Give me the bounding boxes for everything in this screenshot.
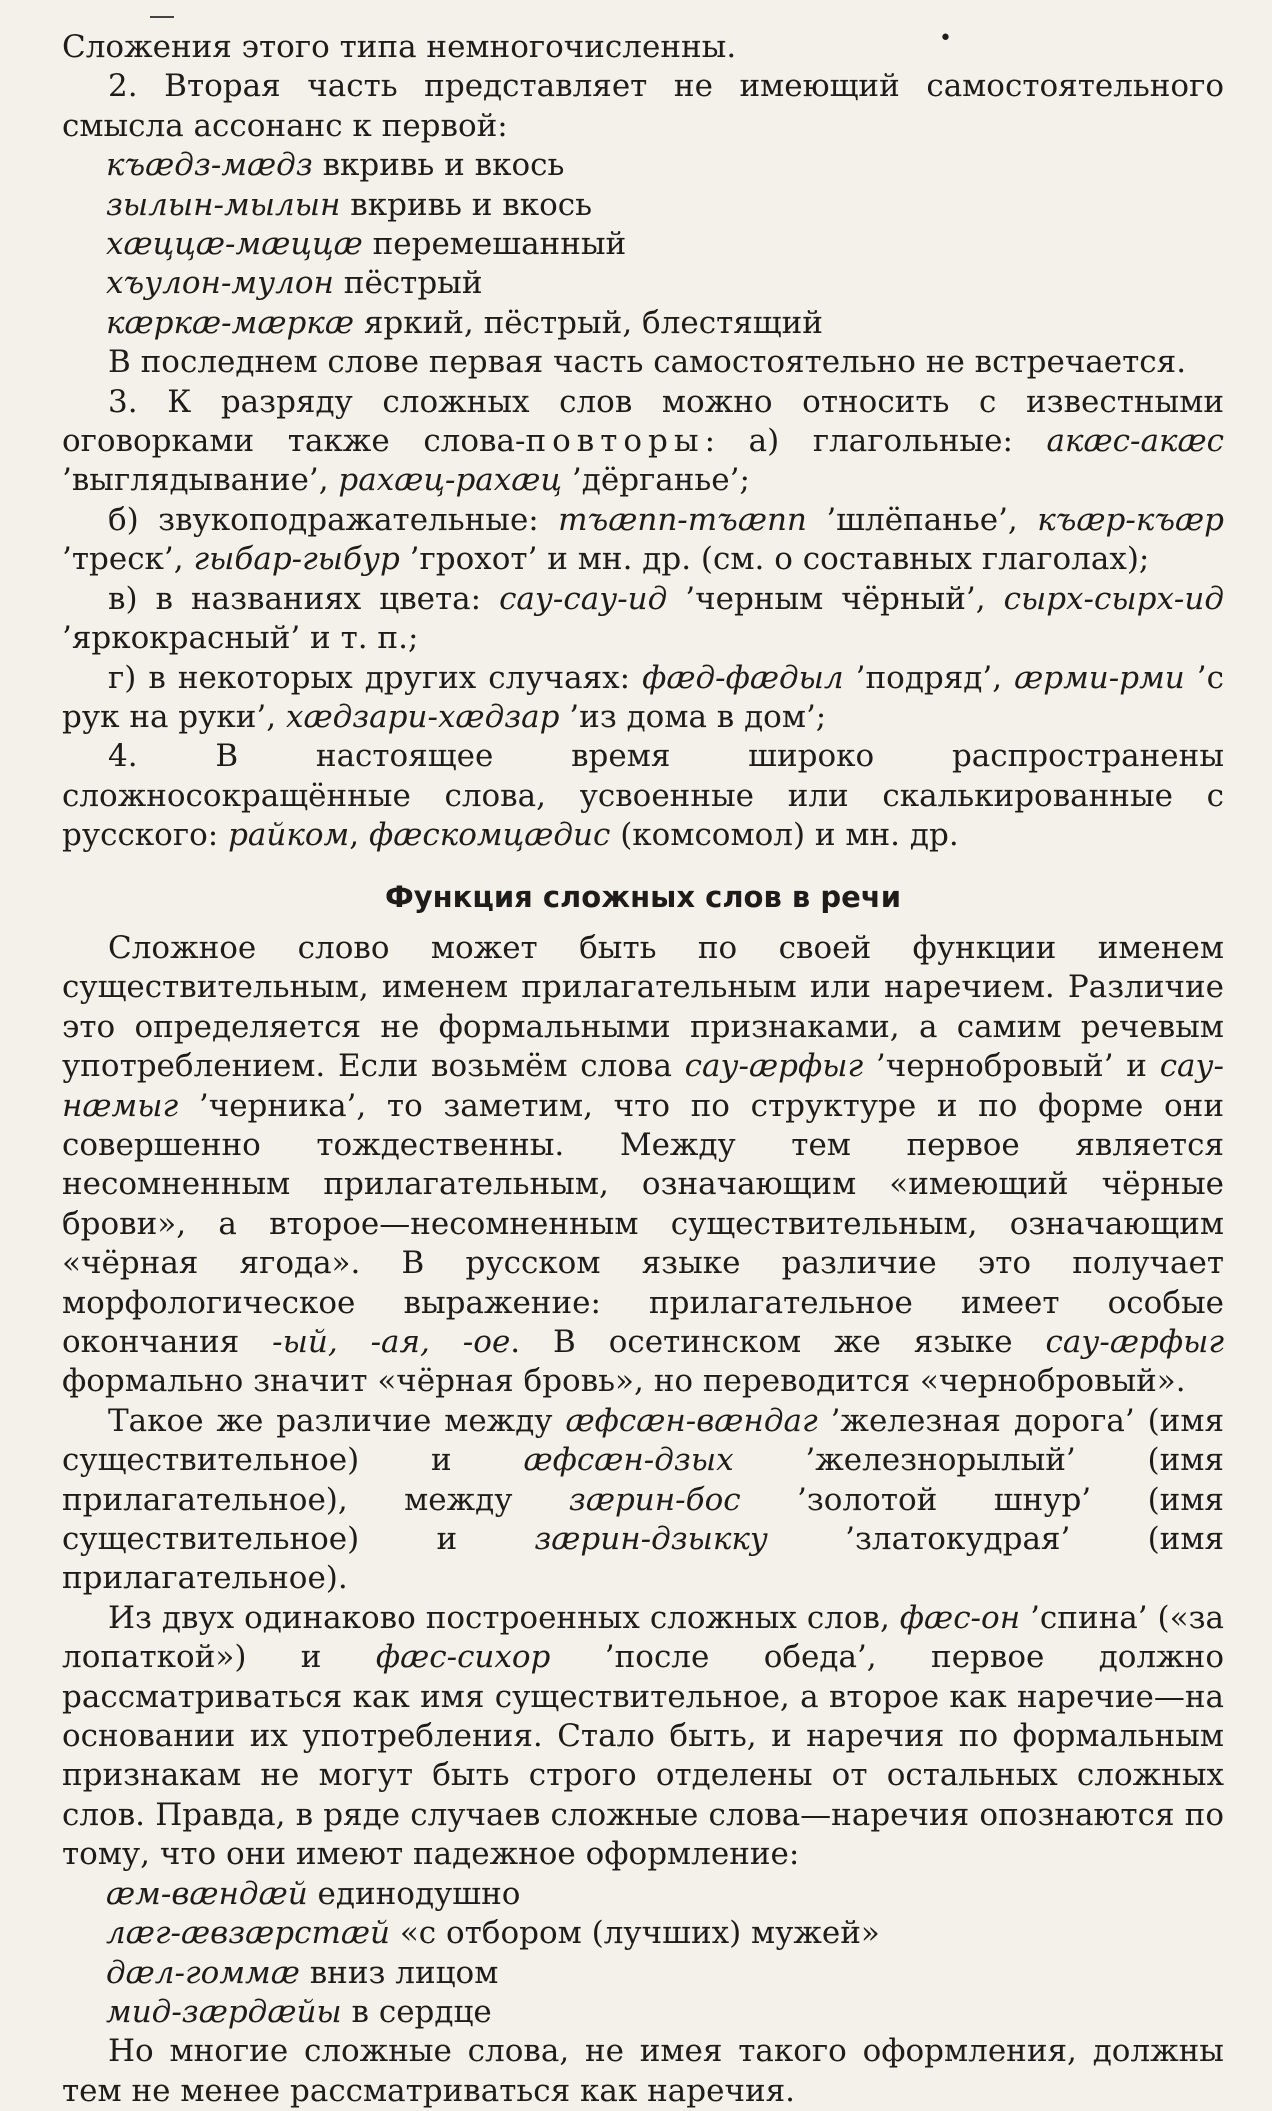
item-3c-text: ’яркокрасный’ и т. п.; <box>62 620 419 657</box>
assonance-examples <box>62 146 1224 343</box>
example-word: мид-зæрдæйы <box>106 1993 342 2030</box>
example-word: сырх-сырх-ид <box>1003 580 1225 617</box>
paragraph-text: ’золотой шнур’ (имя существительное) и <box>62 1481 1224 1558</box>
example-line <box>62 1875 1224 1914</box>
paragraph-text: ’спина’ («за лопаткой») и <box>62 1599 1224 1676</box>
item-3-paragraph <box>62 383 1224 501</box>
example-word: къæдз-мæдз <box>106 147 313 184</box>
item-3c-text: ’черным чёрный’, <box>667 580 1004 617</box>
example-line <box>62 1914 1224 1953</box>
example-meaning: вниз лицом <box>309 1954 499 1991</box>
example-line <box>62 225 1224 264</box>
item-4-paragraph <box>62 737 1224 855</box>
item-4-text: , <box>349 817 369 854</box>
example-word: фæс-он <box>899 1599 1021 1636</box>
item-3b-text: ’шлёпанье’, <box>806 501 1038 538</box>
example-line <box>62 1993 1224 2032</box>
note-sentence: В последнем слове первая часть самостоятельно не встречается. <box>108 344 1187 381</box>
example-word: сау-æрфыг <box>684 1048 864 1085</box>
paragraph-text: Из двух одинаково построенных сложных слов, <box>108 1599 900 1636</box>
example-word: фæс-сихор <box>375 1639 551 1676</box>
final-paragraph: Но многие сложные слова, не имея такого оформления, должны тем не менее рассматриваться как наречия. <box>62 2033 1224 2109</box>
item-3c-paragraph <box>62 580 1224 659</box>
function-paragraph-2 <box>62 1402 1224 1599</box>
paragraph-text: . В осетинском же языке <box>510 1324 1046 1360</box>
paragraph-text: ’златокудрая’ (имя прилагательное). <box>62 1521 1224 1597</box>
item-3d-text: ’с рук на руки’, <box>62 659 1224 735</box>
example-word: сау-нæмыг <box>62 1048 1224 1124</box>
example-word: акæс-акæс <box>1046 423 1224 460</box>
example-word: рахæц-рахæц <box>338 462 563 499</box>
example-word: зæрин-бос <box>568 1481 741 1518</box>
example-word: фæскомцæдис <box>368 817 611 854</box>
paragraph-text: ’черника’, то заметим, что по структуре и по форме они совершенно тождественны. Между тем первое является несомненным прилагательным, означающим «имеющий чёрные брови», а второе—несомненным существительным, означающим «чёрная ягода». В русском языке различие это получает морфологическое выражение: прилагательное имеет особые окончания <box>62 1087 1224 1360</box>
example-word: фæд-фæдыл <box>642 659 844 696</box>
item-3b-text: ’треск’, <box>62 541 194 578</box>
item-4-text: (комсомол) и мн. др. <box>610 817 959 854</box>
function-paragraph-1 <box>62 929 1224 1402</box>
example-word: зæрин-дзыкку <box>534 1521 768 1558</box>
example-word: æм-вæндæй <box>106 1875 308 1912</box>
item-4-text: 4. В настоящее время широко распространены сложносокращённые слова, усвоенные или скалькированные с русского: <box>62 738 1224 854</box>
example-word: æфсæн-дзых <box>523 1442 734 1479</box>
item-3d-text: г) в некоторых других случаях: <box>108 659 643 696</box>
example-line <box>62 304 1224 343</box>
top-dash-mark <box>150 16 174 18</box>
example-meaning: «с отбором (лучших) мужей» <box>399 1915 880 1952</box>
paragraph-text: Такое же различие между <box>108 1402 566 1439</box>
example-meaning: единодушно <box>317 1875 521 1912</box>
example-word: райком <box>228 817 350 854</box>
top-dot-mark: • <box>939 26 952 51</box>
example-meaning: в сердце <box>351 1993 492 2030</box>
example-word: гыбар-гыбур <box>193 541 400 578</box>
item-3b-text: б) звукоподражательные: <box>108 501 559 538</box>
item-3c-text: в) в названиях цвета: <box>108 580 500 617</box>
example-word: -ый, -ая, -ое <box>272 1324 511 1360</box>
spaced-term: повторы <box>525 423 705 460</box>
example-line <box>62 1954 1224 1993</box>
item-3-text: : а) глагольные: <box>704 423 1047 460</box>
example-word: сау-сау-ид <box>499 580 668 617</box>
example-word: тъæпп-тъæпп <box>558 501 807 538</box>
example-word: сау-æрфыг <box>1045 1324 1224 1360</box>
example-meaning: яркий, пёстрый, блестящий <box>363 304 823 341</box>
example-line <box>62 146 1224 185</box>
item-3-text: 3. К разряду сложных слов можно относить с известными оговорками также слова- <box>62 383 1224 460</box>
function-paragraph-3 <box>62 1599 1224 1875</box>
adverb-examples <box>62 1875 1224 2033</box>
example-word: кæркæ-мæркæ <box>106 304 354 341</box>
document-body <box>62 28 1224 2111</box>
paragraph-text: ’после обеда’, первое должно рассматриваться как имя существительное, а второе как наречие—на основании их употребления. Стало быть, и наречия по формальным признакам не могут быть строго отделены от остальных сложных слов. Правда, в ряде случаев сложные слова—наречия опознаются по тому, что они имеют падежное оформление: <box>62 1639 1225 1873</box>
example-line <box>62 186 1224 225</box>
example-meaning: вкривь и вкось <box>322 147 565 184</box>
example-word: æфсæн-вæндаг <box>565 1402 818 1439</box>
item-3b-paragraph <box>62 501 1224 580</box>
example-word: хæццæ-мæццæ <box>106 226 363 263</box>
item-3-text: ’выглядывание’, <box>62 462 339 499</box>
item-3b-text: ’грохот’ и мн. др. (см. о составных глаголах); <box>399 541 1150 578</box>
item-3-text: ’дёрганье’; <box>562 462 750 499</box>
item-3d-text: ’подряд’, <box>843 659 1015 696</box>
intro-sentence: Сложения этого типа немногочисленны. <box>62 29 737 65</box>
example-word: зылын-мылын <box>106 186 341 223</box>
example-word: къæр-къæр <box>1037 501 1224 538</box>
paragraph-text: Сложное слово может быть по своей функции именем существительным, именем прилагательным или наречием. Различие это определяется не формальными признаками, а самим речевым употреблением. Если возьмём слова <box>62 929 1224 1085</box>
paragraph-text: ’чернобровый’ и <box>863 1048 1160 1085</box>
section-heading: Функция сложных слов в речи <box>384 879 902 914</box>
item-3d-paragraph <box>62 659 1224 738</box>
example-meaning: вкривь и вкось <box>350 186 593 223</box>
paragraph-text: ’железная дорога’ (имя существительное) и <box>62 1402 1225 1479</box>
example-word: хæдзари-хæдзар <box>286 698 560 735</box>
example-word: æрми-рми <box>1014 659 1185 696</box>
example-word: хъулон-мулон <box>106 265 334 302</box>
example-meaning: перемешанный <box>372 226 627 263</box>
example-word: дæл-гоммæ <box>106 1954 300 1991</box>
paragraph-text: ’железнорылый’ (имя прилагательное), между <box>62 1442 1224 1518</box>
example-line <box>62 264 1224 303</box>
example-meaning: пёстрый <box>343 265 483 302</box>
item-2-paragraph: 2. Вторая часть представляет не имеющий самостоятельного смысла ассонанс к первой: <box>62 68 1224 144</box>
item-3d-text: ’из дома в дом’; <box>559 698 827 735</box>
paragraph-text: формально значит «чёрная бровь», но переводится «чернобровый». <box>62 1363 1186 1400</box>
example-word: лæг-æвзæрстæй <box>106 1915 390 1952</box>
